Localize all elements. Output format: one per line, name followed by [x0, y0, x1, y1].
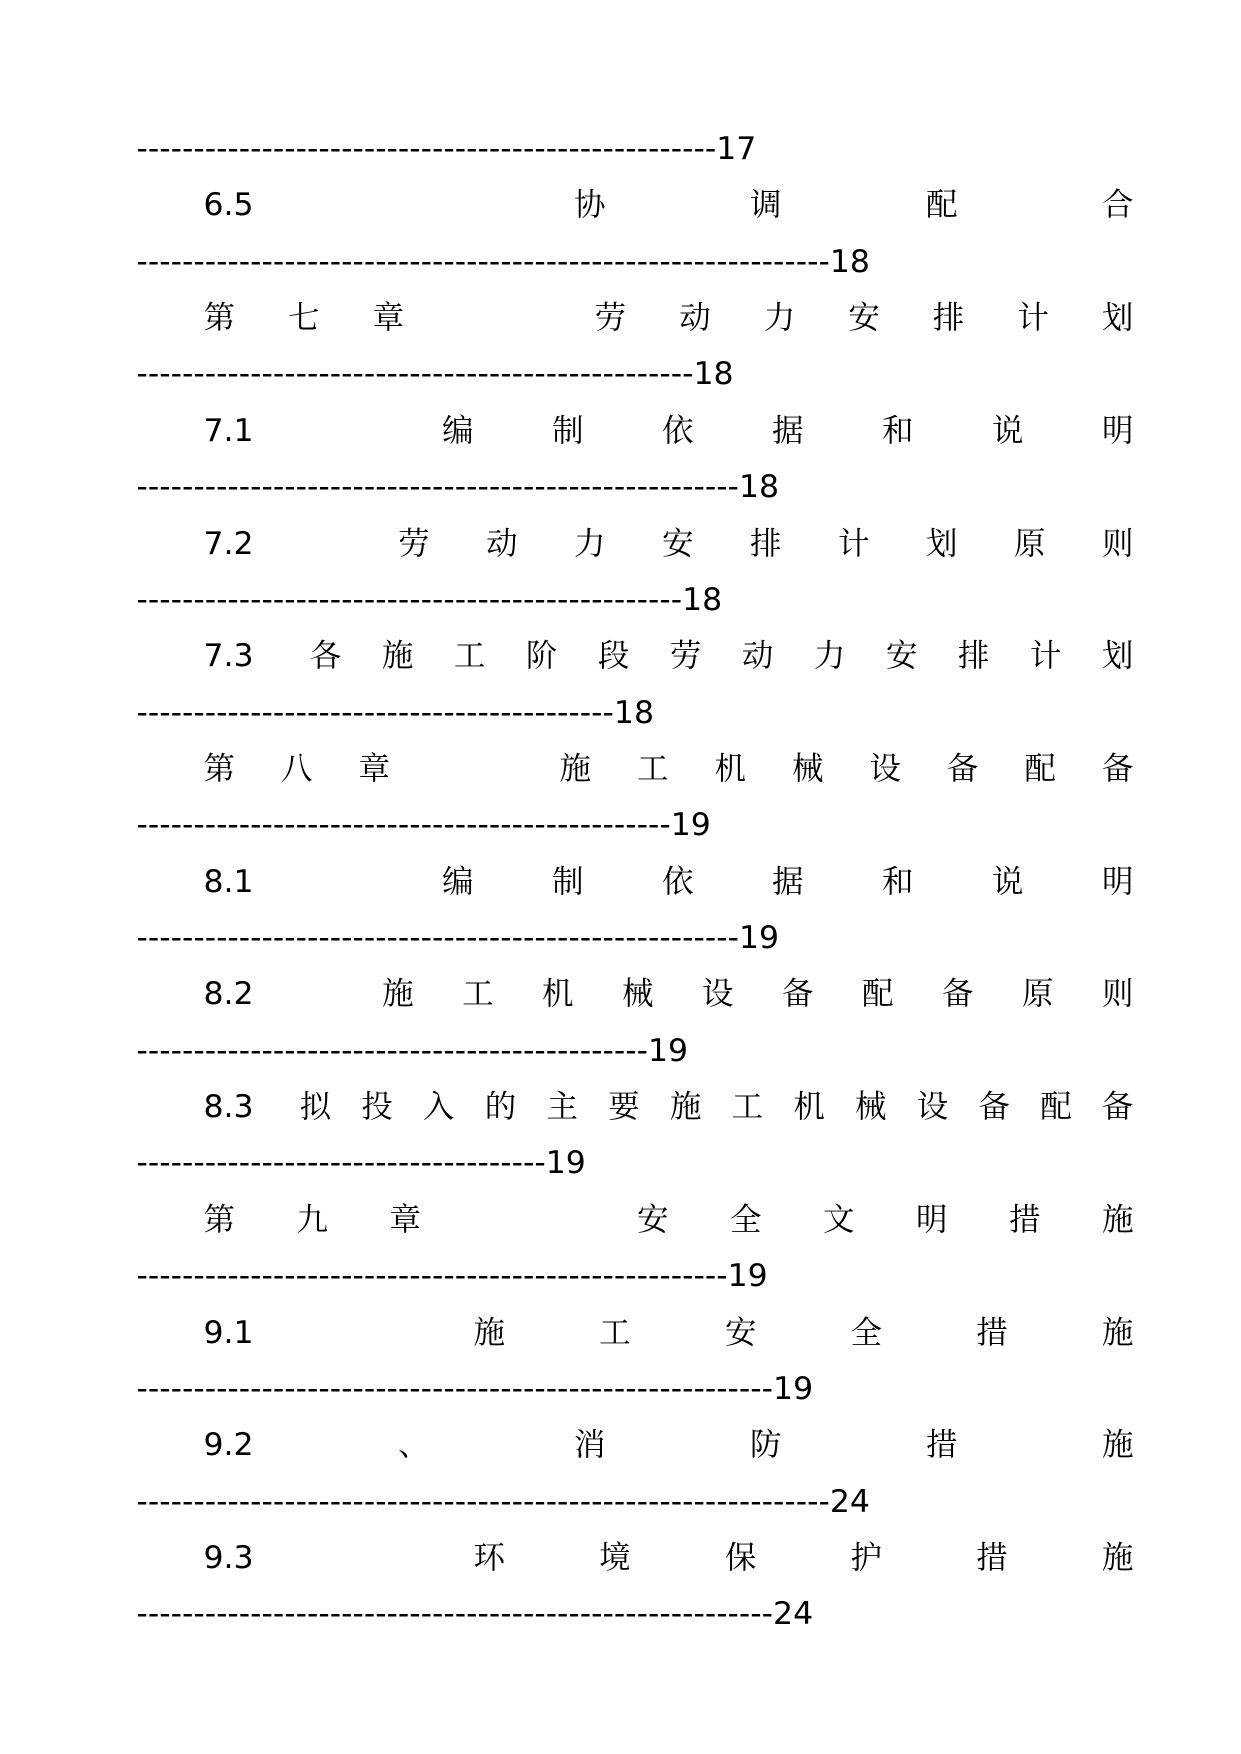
toc-entry [137, 1417, 1134, 1530]
heading-char: 说 [992, 412, 1024, 449]
heading-char: 动 [741, 638, 774, 675]
heading-char: 措 [976, 1539, 1008, 1576]
toc-entry [137, 741, 1134, 854]
toc-page-number: 19 [727, 1258, 768, 1295]
heading-char: 原 [1021, 976, 1054, 1013]
toc-heading [137, 516, 1134, 572]
heading-space [364, 1305, 380, 1361]
toc-page-number: 24 [829, 1483, 870, 1520]
heading-char: 章 [389, 1201, 422, 1238]
heading-char: 备 [947, 750, 979, 787]
section-number: 7.3 [203, 638, 254, 675]
section-number: 8.1 [203, 863, 254, 900]
heading-char: 力 [763, 300, 796, 337]
toc-leader: ----------------------------------------------------- [136, 469, 739, 506]
section-number: 9.3 [203, 1539, 254, 1576]
toc-page-number: 19 [738, 920, 780, 957]
heading-char: 编 [442, 863, 474, 900]
heading-space [483, 1192, 499, 1248]
heading-char: 划 [925, 525, 958, 562]
toc-page-number: 18 [613, 694, 654, 731]
toc-page-number: 18 [682, 581, 723, 618]
toc-leader-line [137, 121, 1134, 177]
heading-char: 主 [546, 1089, 578, 1126]
heading-char: 九 [296, 1201, 329, 1238]
heading-char: 划 [1101, 300, 1134, 337]
heading-char: 施 [1101, 1314, 1134, 1351]
toc-leader-line [137, 346, 1134, 402]
heading-char: 文 [823, 1201, 855, 1238]
heading-char: 计 [1017, 300, 1049, 337]
heading-char: 护 [850, 1539, 883, 1576]
heading-char: 和 [882, 863, 914, 900]
toc-heading [137, 966, 1134, 1022]
toc-leader-line [137, 910, 1134, 966]
heading-char: 措 [925, 1427, 958, 1464]
toc-page-number: 18 [829, 243, 870, 280]
toc-leader-line [137, 1248, 1134, 1304]
toc-leader-line [137, 797, 1134, 853]
heading-char: 劳 [669, 638, 702, 675]
toc-heading [137, 177, 1134, 233]
heading-space [348, 403, 364, 459]
toc-leader-line [137, 1586, 1134, 1642]
heading-char: 排 [750, 525, 782, 562]
heading-char: 则 [1101, 976, 1134, 1013]
heading-space [526, 290, 542, 346]
toc-leader-line [137, 234, 1134, 290]
toc-heading [137, 403, 1134, 459]
heading-char: 投 [361, 1089, 393, 1126]
toc-page-number: 19 [670, 807, 711, 844]
heading-char: 合 [1101, 187, 1134, 224]
heading-char: 备 [782, 976, 814, 1013]
toc-heading [137, 741, 1134, 797]
section-number: 8.3 [203, 1089, 254, 1126]
toc-page-number: 19 [773, 1370, 814, 1407]
toc-page-number: 17 [716, 131, 757, 167]
heading-char: 安 [662, 525, 694, 562]
heading-char: 工 [453, 638, 486, 675]
heading-char: 制 [552, 863, 584, 900]
heading-char: 械 [855, 1089, 887, 1126]
toc-leader: -------------------------------------------------------- [136, 1596, 774, 1633]
toc-entry [137, 403, 1134, 516]
heading-char: 力 [574, 525, 606, 562]
toc-page-number: 19 [648, 1032, 689, 1069]
toc-leader: ----------------------------------------------- [136, 807, 671, 844]
toc-leader: --------------------------------------------------- [136, 131, 717, 167]
toc-entry [137, 290, 1134, 403]
heading-space [348, 854, 364, 910]
heading-char: 保 [724, 1539, 757, 1576]
toc-leader: ------------------------------------ [136, 1145, 546, 1182]
table-of-contents [137, 121, 1134, 1643]
toc-leader: ------------------------------------------------- [136, 356, 694, 393]
heading-char: 配 [1040, 1089, 1072, 1126]
heading-space [364, 1530, 380, 1586]
heading-char: 安 [848, 300, 880, 337]
heading-char: 第 [203, 750, 236, 787]
heading-char: 据 [772, 863, 804, 900]
heading-char: 要 [608, 1089, 640, 1126]
heading-char: 安 [637, 1201, 669, 1238]
section-number: 8.2 [203, 976, 254, 1013]
toc-entry [137, 966, 1134, 1079]
toc-heading [137, 1417, 1134, 1473]
toc-leader: ------------------------------------------ [136, 694, 614, 731]
heading-char: 动 [679, 300, 711, 337]
heading-char: 段 [597, 638, 630, 675]
toc-entry [137, 628, 1134, 741]
heading-char: 施 [669, 1089, 702, 1126]
heading-char: 则 [1101, 525, 1134, 562]
section-number: 6.5 [203, 187, 254, 224]
toc-leader-line [137, 1361, 1134, 1417]
toc-page-number: 19 [545, 1145, 586, 1182]
heading-char: 第 [203, 1201, 236, 1238]
heading-space [414, 177, 430, 233]
heading-char: 配 [861, 976, 894, 1013]
heading-char: 劳 [594, 300, 627, 337]
heading-char: 措 [976, 1314, 1008, 1351]
heading-char: 施 [559, 750, 592, 787]
heading-space [560, 1192, 576, 1248]
heading-char: 八 [281, 750, 313, 787]
heading-char: 的 [484, 1089, 517, 1126]
heading-char: 排 [957, 638, 990, 675]
heading-char: 七 [288, 300, 320, 337]
toc-entry [137, 1079, 1134, 1192]
heading-char: 和 [882, 412, 914, 449]
toc-leader-line [137, 1474, 1134, 1530]
toc-page-number: 18 [693, 356, 734, 393]
toc-heading [137, 1305, 1134, 1361]
toc-heading [137, 1530, 1134, 1586]
heading-char: 备 [1102, 750, 1134, 787]
heading-char: 、 [398, 1427, 430, 1464]
heading-char: 设 [702, 976, 734, 1013]
toc-heading [137, 290, 1134, 346]
heading-char: 说 [992, 863, 1024, 900]
heading-char: 施 [382, 976, 414, 1013]
toc-leader: ------------------------------------------------ [136, 581, 683, 618]
section-number: 9.2 [203, 1427, 254, 1464]
toc-entry [137, 516, 1134, 629]
heading-char: 编 [442, 412, 474, 449]
heading-space [318, 966, 334, 1022]
heading-char: 配 [1024, 750, 1057, 787]
heading-char: 原 [1013, 525, 1046, 562]
toc-leader-line [137, 459, 1134, 515]
heading-char: 协 [574, 187, 606, 224]
heading-char: 施 [1101, 1427, 1134, 1464]
heading-space [457, 290, 473, 346]
heading-space [498, 741, 514, 797]
heading-char: 计 [838, 525, 870, 562]
toc-leader: --------------------------------------------- [136, 1032, 648, 1069]
heading-char: 各 [309, 638, 342, 675]
toc-entry [137, 1530, 1134, 1643]
heading-char: 施 [1101, 1539, 1134, 1576]
heading-char: 章 [358, 750, 391, 787]
toc-leader-line [137, 685, 1134, 741]
toc-entry [137, 1192, 1134, 1305]
toc-leader: ------------------------------------------------------------- [136, 243, 830, 280]
heading-char: 排 [932, 300, 965, 337]
heading-char: 防 [750, 1427, 782, 1464]
toc-entry [137, 1305, 1134, 1418]
toc-page-number: 18 [738, 469, 780, 506]
heading-char: 全 [730, 1201, 762, 1238]
heading-char: 第 [203, 300, 236, 337]
toc-leader: ---------------------------------------------------- [136, 1258, 728, 1295]
heading-char: 消 [574, 1427, 606, 1464]
heading-char: 动 [486, 525, 518, 562]
heading-char: 境 [599, 1539, 631, 1576]
heading-char: 工 [599, 1314, 631, 1351]
heading-char: 工 [462, 976, 494, 1013]
heading-char: 划 [1101, 638, 1134, 675]
heading-char: 机 [542, 976, 574, 1013]
heading-char: 备 [941, 976, 974, 1013]
heading-char: 依 [662, 412, 694, 449]
heading-char: 据 [772, 412, 804, 449]
heading-char: 环 [473, 1539, 505, 1576]
section-number: 7.1 [203, 412, 254, 449]
heading-char: 阶 [525, 638, 558, 675]
heading-char: 力 [813, 638, 846, 675]
heading-char: 安 [724, 1314, 757, 1351]
heading-char: 设 [869, 750, 902, 787]
heading-char: 拟 [299, 1089, 332, 1126]
heading-space [436, 741, 452, 797]
toc-heading [137, 1192, 1134, 1248]
heading-char: 入 [423, 1089, 455, 1126]
heading-char: 明 [1101, 412, 1134, 449]
toc-page-number: 24 [773, 1596, 814, 1633]
toc-entry [137, 177, 1134, 290]
heading-char: 机 [793, 1089, 825, 1126]
section-number: 7.2 [203, 525, 254, 562]
toc-leader: ----------------------------------------------------- [136, 920, 739, 957]
toc-heading [137, 854, 1134, 910]
toc-leader: ------------------------------------------------------------- [136, 1483, 830, 1520]
heading-char: 施 [473, 1314, 505, 1351]
heading-char: 劳 [398, 525, 430, 562]
heading-char: 调 [750, 187, 782, 224]
heading-char: 备 [1101, 1089, 1134, 1126]
heading-char: 全 [850, 1314, 883, 1351]
heading-char: 施 [1102, 1201, 1134, 1238]
heading-char: 工 [731, 1089, 764, 1126]
heading-char: 明 [916, 1201, 948, 1238]
heading-char: 施 [381, 638, 414, 675]
toc-leader-line [137, 1135, 1134, 1191]
toc-heading [137, 1079, 1134, 1135]
heading-char: 设 [916, 1089, 949, 1126]
toc-leader-line [137, 1023, 1134, 1079]
heading-char: 械 [622, 976, 654, 1013]
heading-char: 制 [552, 412, 584, 449]
heading-char: 章 [372, 300, 405, 337]
heading-char: 配 [925, 187, 958, 224]
heading-char: 明 [1101, 863, 1134, 900]
heading-char: 依 [662, 863, 694, 900]
toc-heading [137, 628, 1134, 684]
section-number: 9.1 [203, 1314, 254, 1351]
toc-leader: -------------------------------------------------------- [136, 1370, 774, 1407]
toc-leader-line [137, 572, 1134, 628]
heading-char: 械 [792, 750, 824, 787]
heading-char: 工 [637, 750, 669, 787]
toc-entry [137, 854, 1134, 967]
heading-char: 机 [714, 750, 747, 787]
heading-char: 备 [978, 1089, 1010, 1126]
heading-char: 措 [1009, 1201, 1041, 1238]
heading-char: 安 [885, 638, 918, 675]
heading-char: 计 [1029, 638, 1062, 675]
heading-space [326, 516, 342, 572]
